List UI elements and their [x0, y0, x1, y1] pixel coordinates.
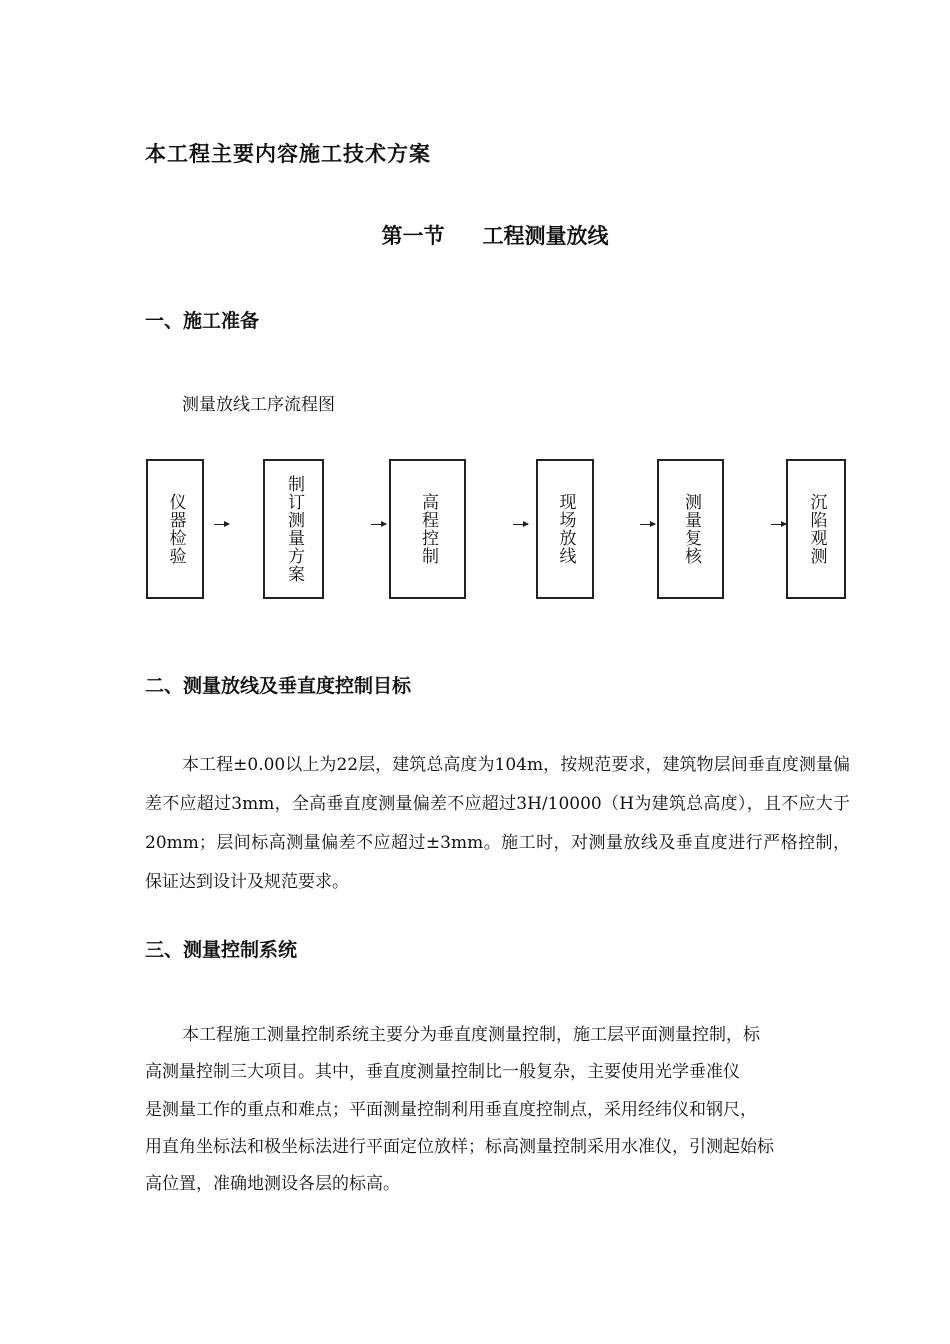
flow-step-measurement-review	[657, 459, 724, 599]
flow-step-label: 仪器检验	[165, 493, 186, 565]
section-name: 工程测量放线	[482, 223, 609, 248]
flowchart-caption: 测量放线工序流程图	[182, 395, 335, 415]
flow-step-label: 制订测量方案	[284, 475, 304, 583]
heading-verticality-targets: 二、测量放线及垂直度控制目标	[145, 675, 412, 697]
flow-step-elevation-control	[389, 459, 466, 599]
flow-step-label: 测量复核	[681, 493, 701, 565]
paragraph-line: 用直角坐标法和极坐标法进行平面定位放样；标高测量控制采用水准仪，引测起始标	[145, 1137, 774, 1157]
paragraph-line: 是测量工作的重点和难点；平面测量控制利用垂直度控制点，采用经纬仪和钢尺，	[145, 1100, 757, 1120]
flow-step-label: 高程控制	[418, 493, 438, 565]
flow-step-label: 沉陷观测	[806, 493, 827, 565]
flow-arrow	[640, 524, 655, 525]
paragraph-line: 本工程施工测量控制系统主要分为垂直度测量控制，施工层平面测量控制，标	[182, 1025, 760, 1045]
paragraph-text: 本工程±0.00以上为22层，建筑总高度为104m，按规范要求，建筑物层间垂直度测量偏差不应超过3mm，全高垂直度测量偏差不应超过3H/10000（H为建筑总高度），且不应大于20mm；层间标高测量偏差不应超过±3mm。施工时，对测量放线及垂直度进行严格控制，保证达到设计及规范要求。	[145, 755, 850, 892]
flow-arrow	[214, 524, 229, 525]
paragraph-line: 高位置，准确地测设各层的标高。	[145, 1174, 400, 1194]
paragraph-line: 高测量控制三大项目。其中，垂直度测量控制比一般复杂，主要使用光学垂准仪	[145, 1062, 740, 1082]
document-title: 本工程主要内容施工技术方案	[145, 141, 431, 166]
flow-arrow	[371, 524, 386, 525]
flow-step-measurement-plan	[263, 459, 324, 599]
heading-control-system: 三、测量控制系统	[145, 939, 298, 961]
flow-step-instrument-check	[146, 459, 204, 599]
section-title	[0, 220, 950, 250]
section-number: 第一节	[381, 223, 445, 248]
flow-arrow	[513, 524, 528, 525]
flow-step-label: 现场放线	[555, 493, 576, 565]
flow-arrow	[771, 524, 786, 525]
flow-step-settlement-observation	[786, 459, 846, 599]
paragraph-verticality-targets	[145, 746, 850, 902]
flow-step-site-layout	[536, 459, 594, 599]
heading-construction-preparation: 一、施工准备	[145, 310, 260, 332]
